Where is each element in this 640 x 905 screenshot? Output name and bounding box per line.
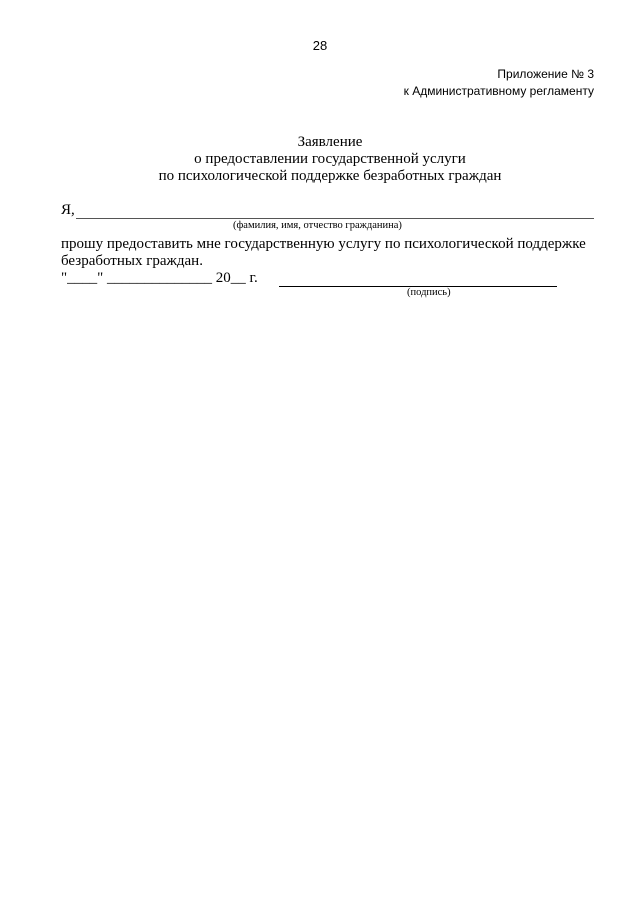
- page-number: 28: [312, 38, 328, 53]
- appendix-label: Приложение № 3: [497, 67, 594, 81]
- document-subtitle-line-2: по психологической поддержке безработных граждан: [158, 168, 502, 184]
- applicant-name-caption: (фамилия, имя, отчество гражданина): [233, 220, 402, 231]
- document-title: Заявление: [297, 134, 363, 150]
- applicant-name-field-line: [76, 218, 594, 219]
- document-subtitle-line-1: о предоставлении государственной услуги: [194, 151, 466, 167]
- signature-caption: (подпись): [407, 287, 451, 298]
- date-field: "____" ______________ 20__ г.: [61, 270, 258, 286]
- appendix-reference: к Административному регламенту: [403, 84, 594, 98]
- request-text-line-2: безработных граждан.: [61, 253, 203, 269]
- request-text-line-1: прошу предоставить мне государственную услугу по психологической поддержке: [61, 236, 586, 252]
- applicant-prefix: Я,: [61, 202, 75, 218]
